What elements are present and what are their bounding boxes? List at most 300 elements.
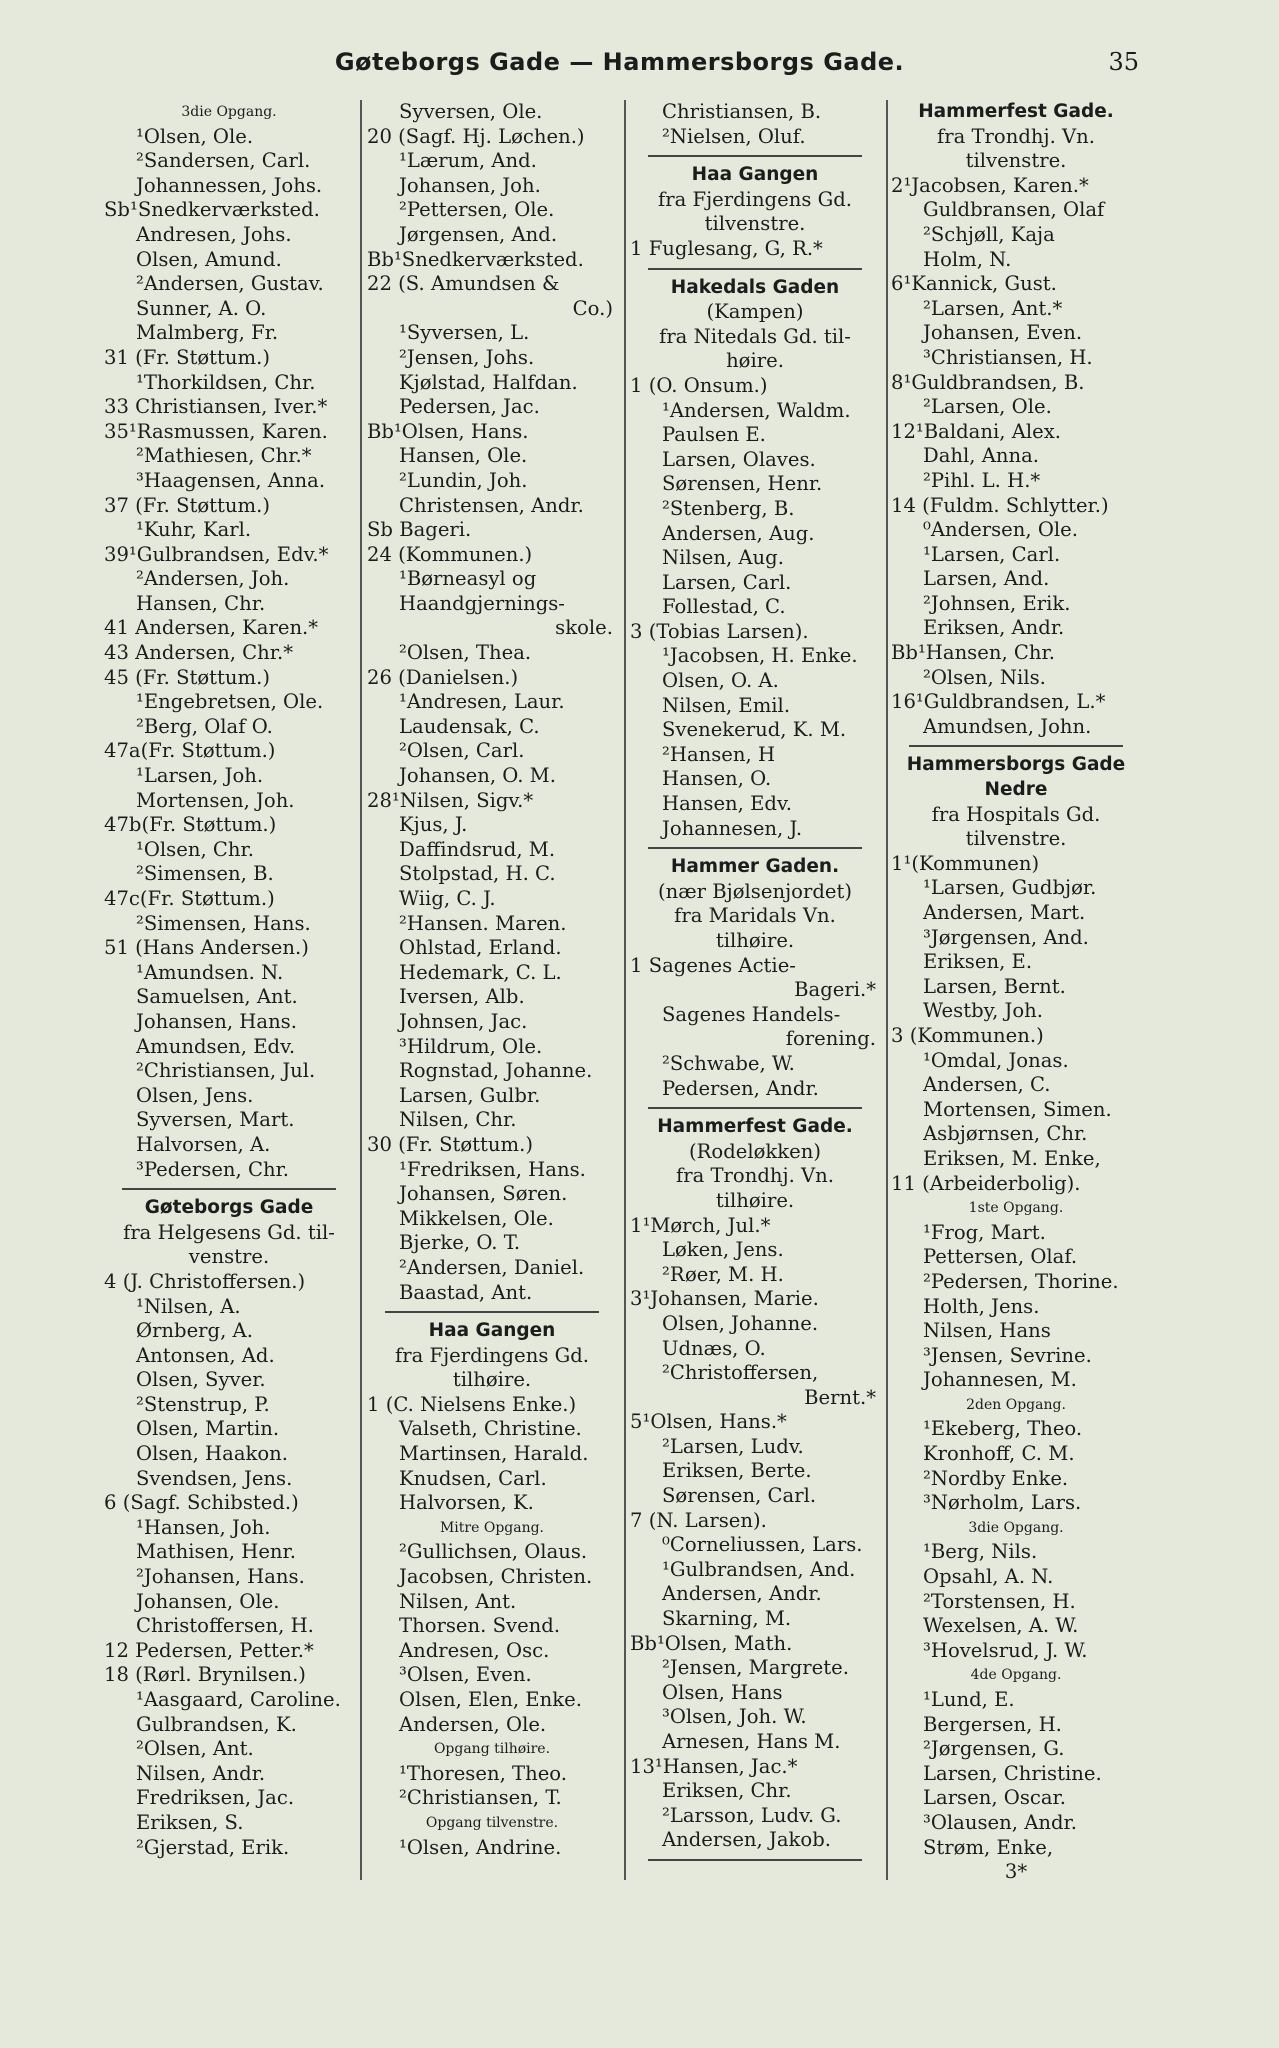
resident-name: ⁰Corneliussen, Lars.: [662, 1533, 863, 1557]
resident-name: Jacobsen, Christen.: [399, 1565, 593, 1589]
address-entry: 39¹Gulbrandsen, Edv.*: [104, 542, 329, 566]
resident-name: Baastad, Ant.: [399, 1280, 533, 1304]
address-entry: 43 Andersen, Chr.*: [104, 641, 294, 665]
street-heading: Hammerfest Gade.: [657, 1116, 853, 1138]
address-entry: 13¹Hansen, Jac.*: [630, 1754, 798, 1778]
resident-name: ²Lundin, Joh.: [399, 468, 528, 492]
resident-name: ²Nordby Enke.: [923, 1466, 1069, 1490]
resident-name: ²Christoffersen,: [662, 1361, 819, 1385]
resident-name: Andersen, Mart.: [923, 901, 1086, 924]
resident-name: Nilsen, Chr.: [399, 1108, 517, 1132]
resident-name: ¹Thoresen, Theo.: [399, 1761, 567, 1785]
street-direction: fra Helgesens Gd. til-: [123, 1220, 335, 1244]
address-entry: 8¹Guldbrandsen, B.: [891, 370, 1085, 394]
resident-name: Larsen, Gulbr.: [399, 1083, 541, 1107]
address-entry: 45 (Fr. Støttum.): [104, 665, 270, 689]
stairway-label: Mitre Opgang.: [439, 1519, 545, 1536]
resident-name: ²Andersen, Daniel.: [399, 1255, 585, 1279]
resident-name: Larsen, Carl.: [662, 570, 792, 594]
resident-name: Olsen, Martin.: [136, 1417, 280, 1441]
resident-name: ¹Amundsen. N.: [136, 960, 284, 984]
resident-name: Andersen, Jakob.: [662, 1828, 831, 1852]
page-number: 35: [1108, 48, 1139, 76]
resident-name: ¹Olsen, Chr.: [136, 837, 254, 861]
address-entry: 24 (Kommunen.): [367, 542, 533, 566]
address-entry: 35¹Rasmussen, Karen.: [104, 419, 328, 443]
resident-name: ³Christiansen, H.: [923, 345, 1093, 369]
resident-name: Andresen, Johs.: [136, 222, 292, 246]
address-entry: 3 (Kommunen.): [891, 1023, 1044, 1047]
address-entry: 1 Fuglesang, G, R.*: [630, 236, 823, 260]
resident-name: Halvorsen, K.: [399, 1491, 534, 1515]
resident-name: ²Olsen, Thea.: [399, 641, 532, 665]
resident-name: Pedersen, Andr.: [662, 1076, 819, 1100]
resident-name: Hansen, Chr.: [136, 591, 266, 615]
resident-name: ²Jensen, Margrete.: [662, 1656, 849, 1680]
resident-name: Dahl, Anna.: [923, 444, 1040, 468]
resident-name: Skarning, M.: [662, 1607, 792, 1631]
resident-name: Gulbrandsen, K.: [136, 1712, 297, 1736]
resident-name: Svenekerud, K. M.: [662, 718, 847, 742]
resident-name: Sagenes Handels-: [662, 1002, 841, 1026]
resident-name: Daffindsrud, M.: [399, 837, 556, 861]
address-entry: Bb¹Olsen, Hans.: [367, 419, 529, 443]
resident-name: ²Johnsen, Erik.: [923, 591, 1071, 615]
section-rule: [630, 149, 880, 163]
resident-name: ¹Berg, Nils.: [923, 1540, 1038, 1564]
resident-name: Larsen, And.: [923, 567, 1050, 591]
resident-name: Hansen, O.: [662, 767, 772, 791]
resident-name: Iversen, Alb.: [399, 985, 525, 1009]
address-entry: 51 (Hans Andersen.): [104, 936, 309, 960]
column-2: [367, 100, 617, 2000]
resident-name: Johansen, O. M.: [399, 764, 556, 788]
street-direction: fra Fjerdingens Gd.: [394, 1343, 590, 1367]
resident-name: ²Larsen, Ole.: [923, 395, 1052, 419]
address-entry: 6 (Sagf. Schibsted.): [104, 1491, 299, 1515]
address-entry: 33 Christiansen, Iver.*: [104, 395, 328, 419]
resident-name: ¹Thorkildsen, Chr.: [136, 370, 316, 394]
resident-name: Johansen, Søren.: [399, 1182, 568, 1206]
resident-name: ¹Lund, E.: [923, 1688, 1015, 1711]
address-entry: 31 (Fr. Støttum.): [104, 345, 270, 369]
resident-name: ¹Hansen, Joh.: [136, 1515, 271, 1539]
address-entry: 30 (Fr. Støttum.): [367, 1132, 533, 1156]
resident-name: Johannesen, M.: [923, 1368, 1077, 1392]
street-direction: fra Trondhj. Vn.: [936, 124, 1096, 148]
resident-name: Olsen, O. A.: [662, 669, 779, 693]
resident-name: ²Nielsen, Oluf.: [662, 124, 806, 148]
resident-name: Udnæs, O.: [662, 1336, 766, 1360]
section-rule: [891, 739, 1141, 753]
resident-name: Wexelsen, A. W.: [923, 1614, 1079, 1638]
resident-name: ¹Larsen, Gudbjør.: [923, 876, 1097, 900]
resident-name: Sunner, A. O.: [136, 296, 267, 320]
resident-name: Olsen, Hans: [662, 1680, 783, 1704]
resident-name: Stolpstad, H. C.: [399, 862, 556, 886]
resident-name: ²Stenberg, B.: [662, 496, 795, 520]
resident-name: Asbjørnsen, Chr.: [923, 1122, 1088, 1146]
address-entry: Bb¹Snedkerværksted.: [367, 247, 584, 271]
resident-name: ³Jensen, Sevrine.: [923, 1343, 1092, 1367]
resident-name: Antonsen, Ad.: [136, 1343, 275, 1367]
resident-name: Strøm, Enke,: [923, 1835, 1054, 1859]
street-direction: tilhøire.: [715, 1188, 795, 1212]
resident-name: Andersen, C.: [923, 1073, 1051, 1097]
resident-name: Larsen, Oscar.: [923, 1786, 1067, 1810]
resident-name: ¹Gulbrandsen, And.: [662, 1557, 856, 1581]
resident-name: ¹Lærum, And.: [399, 149, 537, 173]
resident-name: Eriksen, Chr.: [662, 1779, 792, 1803]
resident-name: Haandgjernings-: [399, 591, 565, 615]
resident-name: Opsahl, A. N.: [923, 1565, 1054, 1589]
resident-name: ²Mathiesen, Chr.*: [136, 444, 312, 468]
resident-name: Wiig, C. J.: [399, 887, 496, 910]
resident-name: Svendsen, Jens.: [136, 1466, 293, 1490]
resident-name: ¹Børneasyl og: [399, 567, 537, 591]
column-divider: [886, 100, 888, 1880]
address-entry: 4 (J. Christoffersen.): [104, 1269, 306, 1293]
column-4: [891, 100, 1141, 2000]
resident-name: ⁰Andersen, Ole.: [923, 518, 1079, 542]
street-heading: Haa Gangen: [428, 1320, 556, 1342]
address-entry: 22 (S. Amundsen &: [367, 272, 560, 296]
resident-name: Larsen, Christine.: [923, 1761, 1102, 1785]
street-direction: tilvenstre.: [965, 827, 1067, 851]
resident-name: ²Pihl. L. H.*: [923, 468, 1041, 492]
resident-name: Malmberg, Fr.: [136, 321, 279, 345]
address-entry: 20 (Sagf. Hj. Løchen.): [367, 124, 585, 148]
resident-name: Syversen, Mart.: [136, 1108, 295, 1132]
resident-name: ³Nørholm, Lars.: [923, 1491, 1082, 1515]
entry-continuation: skole.: [555, 616, 613, 640]
section-rule: [367, 1305, 617, 1319]
resident-name: Halvorsen, A.: [136, 1132, 271, 1156]
resident-name: Follestad, C.: [662, 595, 786, 619]
resident-name: ²Stenstrup, P.: [136, 1392, 270, 1416]
resident-name: Nilsen, Ant.: [399, 1589, 517, 1613]
resident-name: ¹Frog, Mart.: [923, 1220, 1046, 1244]
section-rule: [630, 841, 880, 855]
resident-name: Andresen, Osc.: [399, 1638, 550, 1662]
address-entry: 11 (Arbeiderbolig).: [891, 1171, 1081, 1195]
resident-name: Amundsen, John.: [923, 714, 1092, 738]
column-divider: [624, 100, 626, 1880]
resident-name: Christiansen, B.: [662, 100, 822, 123]
resident-name: ²Torstensen, H.: [923, 1589, 1076, 1613]
resident-name: Larsen, Bernt.: [923, 974, 1066, 998]
column-divider: [360, 100, 362, 1880]
resident-name: ¹Kuhr, Karl.: [136, 518, 252, 542]
resident-name: Westby, Joh.: [923, 999, 1044, 1023]
address-entry: 12¹Baldani, Alex.: [891, 419, 1061, 443]
page-title: Gøteborgs Gade — Hammersborgs Gade.: [334, 48, 905, 76]
resident-name: Johnsen, Jac.: [399, 1009, 528, 1033]
address-entry: 14 (Fuldm. Schlytter.): [891, 493, 1109, 517]
column-3: [630, 100, 880, 2000]
resident-name: ²Jensen, Johs.: [399, 345, 535, 369]
resident-name: ²Christiansen, Jul.: [136, 1059, 316, 1083]
resident-name: Johansen, Even.: [923, 321, 1083, 345]
resident-name: ³Olsen, Joh. W.: [662, 1705, 807, 1729]
resident-name: ²Andersen, Joh.: [136, 567, 290, 591]
address-entry: 7 (N. Larsen).: [630, 1508, 767, 1532]
entry-continuation: Co.): [572, 296, 613, 320]
resident-name: Knudsen, Carl.: [399, 1466, 547, 1490]
address-entry: Bb¹Hansen, Chr.: [891, 641, 1055, 665]
resident-name: ¹Aasgaard, Caroline.: [136, 1688, 341, 1711]
resident-name: ²Gjerstad, Erik.: [136, 1835, 290, 1859]
resident-name: Olsen, Elen, Enke.: [399, 1688, 582, 1711]
resident-name: Amundsen, Edv.: [136, 1034, 296, 1058]
resident-name: Pettersen, Olaf.: [923, 1245, 1078, 1269]
address-entry: 5¹Olsen, Hans.*: [630, 1410, 787, 1434]
resident-name: Thorsen. Svend.: [399, 1614, 561, 1638]
street-direction: (Rodeløkken): [689, 1139, 821, 1163]
street-direction: fra Trondhj. Vn.: [675, 1164, 835, 1188]
resident-name: Holm, N.: [923, 247, 1012, 271]
address-entry: 47b(Fr. Støttum.): [104, 813, 277, 837]
resident-name: ²Christiansen, T.: [399, 1786, 562, 1810]
street-direction: venstre.: [188, 1245, 270, 1269]
address-entry: 28¹Nilsen, Sigv.*: [367, 788, 534, 812]
resident-name: Olsen, Johanne.: [662, 1311, 819, 1335]
resident-name: Johannesen, J.: [662, 816, 803, 840]
resident-name: ³Olausen, Andr.: [923, 1810, 1077, 1834]
resident-name: Johansen, Joh.: [399, 173, 541, 197]
resident-name: ³Jørgensen, And.: [923, 925, 1089, 949]
street-direction: fra Hospitals Gd.: [931, 802, 1101, 826]
address-entry: 1 (C. Nielsens Enke.): [367, 1392, 577, 1416]
street-direction: (Kampen): [706, 300, 804, 324]
resident-name: Holth, Jens.: [923, 1294, 1040, 1318]
stairway-label: 2den Opgang.: [966, 1396, 1066, 1413]
section-rule: [630, 1853, 880, 1867]
resident-name: ²Pettersen, Ole.: [399, 198, 555, 222]
resident-name: Ohlstad, Erland.: [399, 936, 562, 960]
address-entry: 6¹Kannick, Gust.: [891, 272, 1057, 296]
resident-name: Olsen, Jens.: [136, 1083, 254, 1107]
resident-name: Syversen, Ole.: [399, 100, 543, 123]
resident-name: ²Simensen, Hans.: [136, 911, 311, 935]
street-heading: Hammerfest Gade.: [918, 101, 1114, 122]
resident-name: Laudensak, C.: [399, 714, 540, 738]
stairway-label: 3die Opgang.: [181, 104, 277, 120]
resident-name: Bjerke, O. T.: [399, 1231, 521, 1255]
resident-name: Paulsen E.: [662, 423, 766, 447]
resident-name: Eriksen, E.: [923, 950, 1033, 974]
section-rule: [630, 1101, 880, 1115]
resident-name: Hansen, Edv.: [662, 792, 792, 816]
resident-name: ¹Nilsen, A.: [136, 1294, 241, 1318]
street-heading: Nedre: [984, 779, 1048, 801]
resident-name: Arnesen, Hans M.: [662, 1730, 841, 1753]
resident-name: ¹Syversen, L.: [399, 321, 530, 345]
address-entry: 3 (Tobias Larsen).: [630, 619, 809, 643]
resident-name: Samuelsen, Ant.: [136, 985, 298, 1009]
street-direction: høire.: [726, 349, 784, 373]
resident-name: ¹Jacobsen, H. Enke.: [662, 644, 858, 668]
resident-name: ¹Engebretsen, Ole.: [136, 690, 324, 714]
street-direction: tilhøire.: [452, 1368, 532, 1392]
street-heading: Hakedals Gaden: [670, 276, 840, 298]
address-entry: 37 (Fr. Støttum.): [104, 493, 270, 517]
address-entry: 47c(Fr. Støttum.): [104, 887, 275, 910]
resident-name: ²Sandersen, Carl.: [136, 149, 311, 173]
resident-name: Guldbransen, Olaf: [923, 198, 1105, 222]
resident-name: ²Schwabe, W.: [662, 1051, 795, 1075]
address-entry: 1¹(Kommunen): [891, 851, 1040, 875]
address-entry: 26 (Danielsen.): [367, 665, 519, 689]
resident-name: Fredriksen, Jac.: [136, 1786, 295, 1810]
address-entry: Sb¹Snedkerværksted.: [104, 198, 320, 222]
resident-name: Sørensen, Henr.: [662, 472, 823, 496]
resident-name: ²Jørgensen, G.: [923, 1737, 1065, 1761]
resident-name: ¹Olsen, Ole.: [136, 124, 254, 148]
resident-name: Sørensen, Carl.: [662, 1484, 817, 1508]
resident-name: Mathisen, Henr.: [136, 1540, 296, 1564]
resident-name: Andersen, Aug.: [662, 521, 815, 545]
street-direction: fra Fjerdingens Gd.: [657, 187, 853, 211]
resident-name: ²Johansen, Hans.: [136, 1565, 305, 1589]
resident-name: Pedersen, Jac.: [399, 395, 540, 419]
resident-name: Hedemark, C. L.: [399, 960, 562, 984]
stairway-label: Opgang tilvenstre.: [425, 1814, 559, 1831]
resident-name: ²Berg, Olaf O.: [136, 714, 273, 738]
resident-name: ¹Olsen, Andrine.: [399, 1835, 562, 1859]
resident-name: ²Larsson, Ludv. G.: [662, 1803, 842, 1827]
column-1: [104, 100, 354, 2000]
resident-name: ²Pedersen, Thorine.: [923, 1269, 1119, 1293]
street-direction: tilvenstre.: [704, 212, 806, 236]
resident-name: Martinsen, Harald.: [399, 1442, 589, 1466]
section-rule: [104, 1182, 354, 1196]
stairway-label: 4de Opgang.: [970, 1667, 1062, 1684]
stairway-label: 1ste Opgang.: [968, 1200, 1064, 1217]
address-entry: 3¹Johansen, Marie.: [630, 1287, 819, 1311]
resident-name: Mortensen, Simen.: [923, 1097, 1112, 1121]
address-entry: 18 (Rørl. Brynilsen.): [104, 1663, 306, 1687]
resident-name: Nilsen, Emil.: [662, 693, 791, 717]
resident-name: ²Hansen. Maren.: [399, 911, 567, 935]
address-entry: 47a(Fr. Støttum.): [104, 739, 276, 763]
resident-name: ²Hansen, H: [662, 742, 776, 766]
resident-name: Andersen, Andr.: [662, 1582, 822, 1606]
resident-name: Nilsen, Aug.: [662, 546, 784, 570]
resident-name: ²Andersen, Gustav.: [136, 272, 324, 296]
resident-name: ²Gullichsen, Olaus.: [399, 1540, 588, 1564]
street-direction: fra Nitedals Gd. til-: [659, 324, 851, 348]
resident-name: Kjus, J.: [399, 813, 468, 837]
resident-name: ¹Ekeberg, Theo.: [923, 1417, 1083, 1441]
resident-name: Eriksen, S.: [136, 1810, 244, 1834]
stairway-label: Opgang tilhøire.: [433, 1741, 551, 1758]
resident-name: Christensen, Andr.: [399, 493, 584, 517]
address-entry: 16¹Guldbrandsen, L.*: [891, 690, 1106, 714]
entry-continuation: forening.: [785, 1027, 876, 1051]
street-heading: Hammer Gaden.: [670, 856, 840, 878]
resident-name: Eriksen, Berte.: [662, 1459, 812, 1483]
entry-continuation: Bageri.*: [794, 978, 876, 1002]
resident-name: Nilsen, Hans: [923, 1319, 1051, 1343]
address-entry: 1¹Mørch, Jul.*: [630, 1213, 771, 1237]
street-heading: Hammersborgs Gade: [906, 754, 1126, 776]
resident-name: Olsen, Haakon.: [136, 1442, 289, 1466]
resident-name: Ørnberg, A.: [136, 1319, 253, 1343]
resident-name: Mortensen, Joh.: [136, 788, 295, 812]
street-heading: Haa Gangen: [691, 164, 819, 186]
address-entry: 12 Pedersen, Petter.*: [104, 1638, 314, 1662]
page-header: [0, 48, 1279, 88]
street-heading: Gøteborgs Gade: [144, 1197, 314, 1219]
resident-name: Larsen, Olaves.: [662, 447, 816, 471]
resident-name: ¹Larsen, Joh.: [136, 764, 264, 788]
resident-name: ²Larsen, Ludv.: [662, 1434, 804, 1458]
resident-name: ³Hildrum, Ole.: [399, 1034, 543, 1058]
resident-name: ¹Larsen, Carl.: [923, 542, 1061, 566]
street-direction: (nær Bjølsenjordet): [658, 879, 852, 903]
resident-name: ³Haagensen, Anna.: [136, 468, 326, 492]
resident-name: ²Schjøll, Kaja: [923, 222, 1055, 246]
resident-name: ¹Fredriksen, Hans.: [399, 1157, 586, 1181]
stairway-label: 3die Opgang.: [968, 1519, 1064, 1536]
resident-name: ²Røer, M. H.: [662, 1262, 784, 1286]
resident-name: Olsen, Syver.: [136, 1368, 266, 1392]
street-direction: 3*: [1004, 1860, 1028, 1884]
resident-name: Kjølstad, Halfdan.: [399, 370, 578, 394]
resident-name: Johansen, Hans.: [136, 1009, 297, 1033]
entry-continuation: Bernt.*: [804, 1385, 876, 1409]
resident-name: ¹Andresen, Laur.: [399, 690, 565, 714]
resident-name: ³Hovelsrud, J. W.: [923, 1638, 1088, 1662]
resident-name: Eriksen, Andr.: [923, 616, 1065, 640]
resident-name: ²Olsen, Ant.: [136, 1737, 254, 1761]
resident-name: Valseth, Christine.: [399, 1417, 582, 1441]
address-entry: 41 Andersen, Karen.*: [104, 616, 319, 640]
resident-name: ¹Omdal, Jonas.: [923, 1048, 1069, 1072]
address-entry: 1 Sagenes Actie-: [630, 953, 796, 977]
resident-name: Olsen, Amund.: [136, 247, 282, 271]
resident-name: ²Olsen, Nils.: [923, 665, 1046, 689]
resident-name: Kronhoff, C. M.: [923, 1442, 1075, 1466]
resident-name: Rognstad, Johanne.: [399, 1059, 593, 1083]
street-direction: tilvenstre.: [965, 149, 1067, 173]
address-entry: 1 (O. Onsum.): [630, 373, 768, 397]
resident-name: ³Pedersen, Chr.: [136, 1157, 290, 1181]
street-direction: fra Maridals Vn.: [674, 904, 836, 928]
resident-name: ¹Andersen, Waldm.: [662, 398, 851, 422]
resident-name: Eriksen, M. Enke,: [923, 1146, 1101, 1170]
resident-name: ²Simensen, B.: [136, 862, 274, 886]
resident-name: Nilsen, Andr.: [136, 1761, 266, 1785]
resident-name: Løken, Jens.: [662, 1238, 784, 1262]
resident-name: ²Olsen, Carl.: [399, 739, 525, 763]
address-entry: 2¹Jacobsen, Karen.*: [891, 173, 1089, 197]
resident-name: Hansen, Ole.: [399, 444, 528, 468]
address-entry: Bb¹Olsen, Math.: [630, 1631, 793, 1655]
resident-name: ²Larsen, Ant.*: [923, 296, 1063, 320]
section-rule: [630, 262, 880, 276]
resident-name: Johansen, Ole.: [136, 1589, 280, 1613]
street-direction: tilhøire.: [715, 929, 795, 952]
resident-name: Jørgensen, And.: [399, 222, 558, 246]
resident-name: Mikkelsen, Ole.: [399, 1206, 554, 1230]
resident-name: Christoffersen, H.: [136, 1614, 314, 1638]
resident-name: Johannessen, Johs.: [136, 173, 323, 197]
address-entry: Sb Bageri.: [367, 518, 472, 542]
resident-name: ³Olsen, Even.: [399, 1663, 532, 1687]
resident-name: Andersen, Ole.: [399, 1712, 547, 1736]
